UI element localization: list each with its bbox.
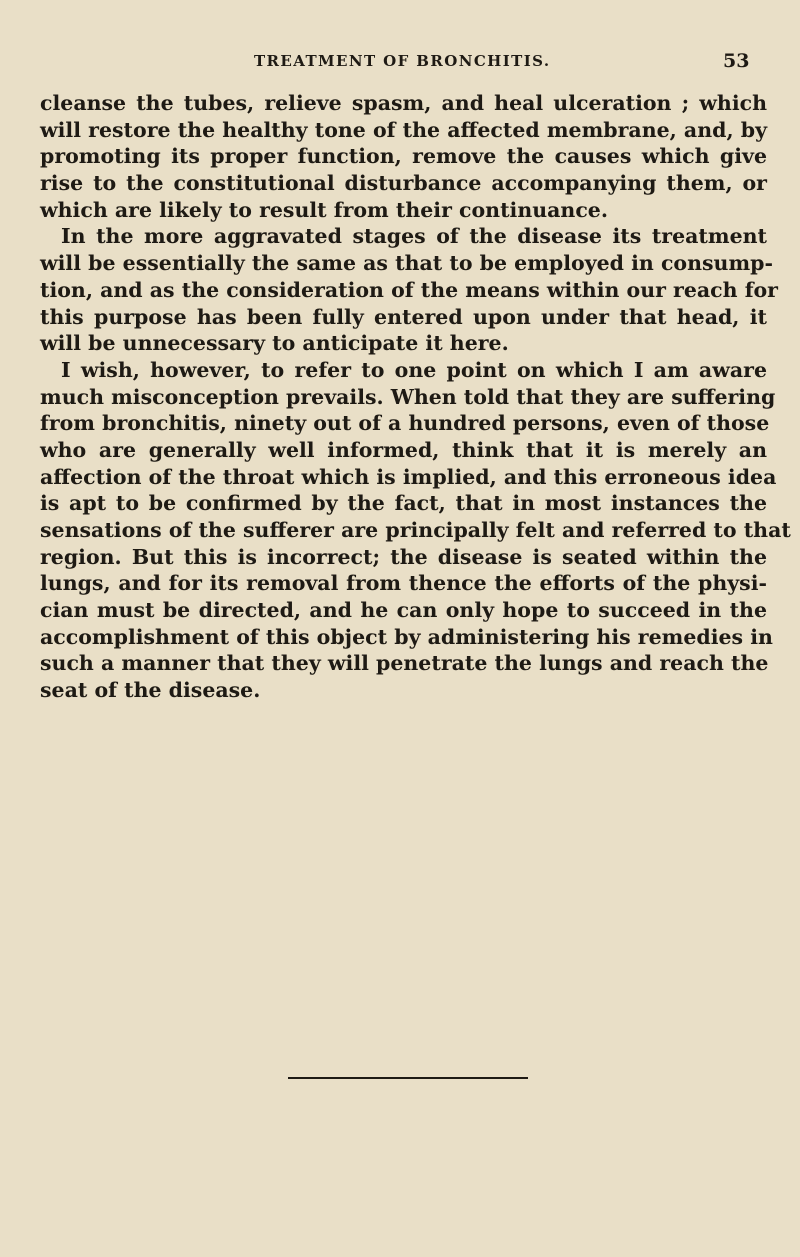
page-number: 53 bbox=[723, 50, 750, 72]
text-line: will restore the healthy tone of the affected membrane, and, by bbox=[40, 117, 767, 142]
text-line: sensations of the sufferer are principally felt and referred to that bbox=[40, 518, 791, 542]
text-line: from bronchitis, ninety out of a hundred persons, even of those bbox=[40, 411, 770, 436]
running-title: TREATMENT OF BRONCHITIS. bbox=[254, 52, 551, 70]
text-line: accomplishment of this object by administering his remedies in bbox=[40, 624, 773, 649]
text-line: seat of the disease. bbox=[40, 678, 261, 703]
text-line: I wish, however, to refer to one point on which I am aware bbox=[61, 357, 767, 382]
text-line: who are generally well informed, think that it is merely an bbox=[40, 437, 767, 462]
text-line: region. But this is incorrect; the disease is seated within the bbox=[40, 544, 767, 569]
text-line: affection of the throat which is implied, and this erroneous idea bbox=[40, 464, 777, 489]
text-line: rise to the constitutional disturbance accompanying them, or bbox=[40, 171, 767, 196]
text-line: this purpose has been fully entered upon under that head, it bbox=[40, 304, 767, 329]
text-line: will be unnecessary to anticipate it here. bbox=[40, 331, 509, 356]
text-line: much misconception prevails. When told that they are suffering bbox=[40, 384, 776, 409]
body-text bbox=[40, 90, 791, 704]
text-line: will be essentially the same as that to be employed in consump- bbox=[40, 251, 773, 276]
text-line: which are likely to result from their continuance. bbox=[40, 197, 608, 222]
text-line: cleanse the tubes, relieve spasm, and heal ulceration ; which bbox=[40, 91, 767, 115]
running-head bbox=[0, 50, 800, 78]
text-line: In the more aggravated stages of the disease its treatment bbox=[61, 224, 767, 249]
text-line: promoting its proper function, remove the causes which give bbox=[40, 144, 767, 169]
section-divider bbox=[288, 1077, 528, 1079]
text-line: cian must be directed, and he can only hope to succeed in the bbox=[40, 598, 767, 623]
text-line: tion, and as the consideration of the means within our reach for bbox=[40, 277, 778, 302]
text-line: such a manner that they will penetrate the lungs and reach the bbox=[40, 651, 769, 676]
text-line: is apt to be confirmed by the fact, that in most instances the bbox=[40, 491, 767, 516]
text-line: lungs, and for its removal from thence the efforts of the physi- bbox=[40, 571, 767, 596]
